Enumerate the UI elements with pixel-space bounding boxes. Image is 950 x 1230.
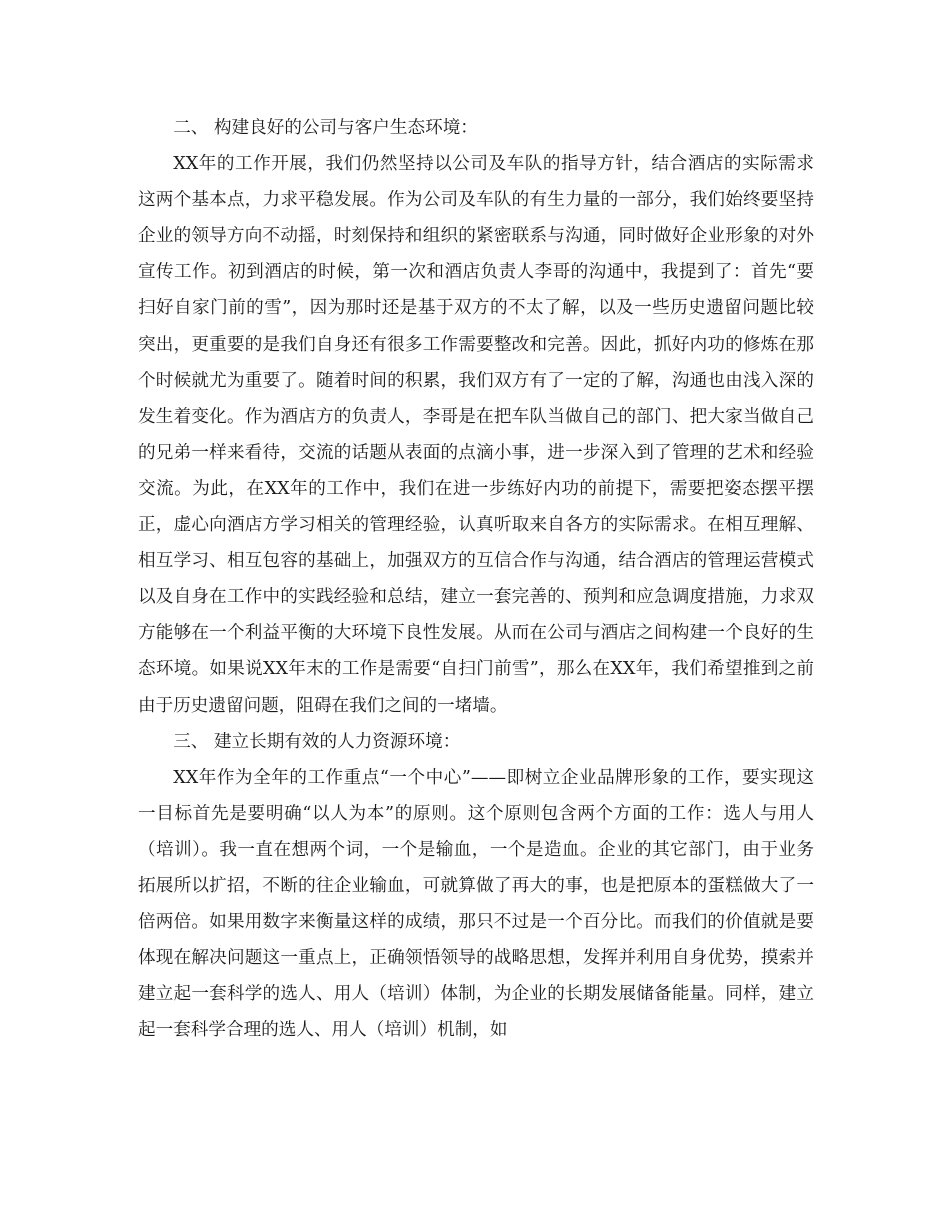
section-heading-2: 二、 构建良好的公司与客户生态环境： xyxy=(173,118,478,138)
body-paragraph-1: XX年的工作开展，我们仍然坚持以公司及车队的指导方针，结合酒店的实际需求这两个基本点，力求平稳发展。作为公司及车队的有生力量的一部分，我们始终要坚持企业的领导方向不动摇，时刻保持和组织的紧密联系与沟通，同时做好企业形象的对外宣传工作。初到酒店的时候，第一次和酒店负责人李哥的沟通中，我提到了：首先“要扫好自家门前的雪”，因为那时还是基于双方的不太了解，以及一些历史遗留问题比较突出，更重要的是我们自身还有很多工作需要整改和完善。因此，抓好内功的修炼在那个时候就尤为重要了。随着时间的积累，我们双方有了一定的了解，沟通也由浅入深的发生着变化。作为酒店方的负责人，李哥是在把车队当做自己的部门、把大家当做自己的兄弟一样来看待，交流的话题从表面的点滴小事，进一步深入到了管理的艺术和经验交流。为此，在XX年的工作中，我们在进一步练好内功的前提下，需要把姿态摆平摆正，虚心向酒店方学习相关的管理经验，认真听取来自各方的实际需求。在相互理解、相互学习、相互包容的基础上，加强双方的互信合作与沟通，结合酒店的管理运营模式以及自身在工作中的实践经验和总结，建立一套完善的、预判和应急调度措施，力求双方能够在一个利益平衡的大环境下良性发展。从而在公司与酒店之间构建一个良好的生态环境。如果说XX年末的工作是需要“自扫门前雪”，那么在XX年，我们希望推到之前由于历史遗留问题，阻碍在我们之间的一堵墙。 xyxy=(138,154,814,716)
section-heading-3: 三、 建立长期有效的人力资源环境： xyxy=(173,731,461,752)
body-paragraph-2: XX年作为全年的工作重点“一个中心”——即树立企业品牌形象的工作，要实现这一目标首先是要明确“以人为本”的原则。这个原则包含两个方面的工作：选人与用人（培训）。我一直在想两个词，一个是输血，一个是造血。企业的其它部门，由于业务拓展所以扩招，不断的往企业输血，可就算做了再大的事，也是把原本的蛋糕做大了一倍两倍。如果用数字来衡量这样的成绩，那只不过是一个百分比。而我们的价值就是要体现在解决问题这一重点上，正确领悟领导的战略思想，发挥并利用自身优势，摸索并建立起一套科学的选人、用人（培训）体制，为企业的长期发展储备能量。同样，建立起一套科学合理的选人、用人（培训）机制，如 xyxy=(138,767,814,1041)
document-body xyxy=(138,110,814,1048)
